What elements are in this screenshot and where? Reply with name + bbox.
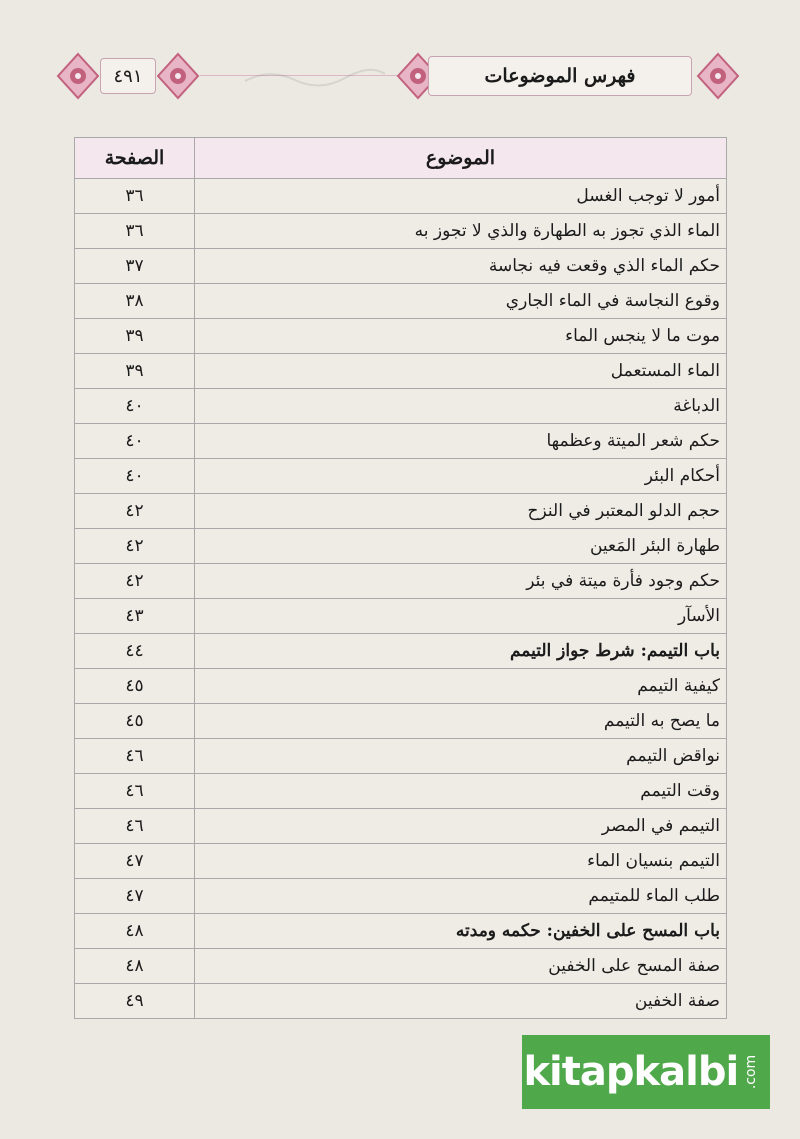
table-row (75, 669, 727, 704)
page-cell: ٤٠ (75, 389, 195, 424)
topic-cell: حكم شعر الميتة وعظمها (195, 424, 727, 459)
topic-cell: التيمم بنسيان الماء (195, 844, 727, 879)
topic-cell: حجم الدلو المعتبر في النزح (195, 494, 727, 529)
topic-cell: طهارة البئر المَعين (195, 529, 727, 564)
table-row (75, 564, 727, 599)
page-cell: ٤٣ (75, 599, 195, 634)
topic-cell: حكم وجود فأرة ميتة في بئر (195, 564, 727, 599)
table-of-contents (74, 137, 727, 1019)
page-cell: ٤٢ (75, 494, 195, 529)
table-row (75, 879, 727, 914)
table-row (75, 844, 727, 879)
page-cell: ٤٥ (75, 704, 195, 739)
topic-cell: طلب الماء للمتيمم (195, 879, 727, 914)
table-row (75, 914, 727, 949)
page-cell: ٤٢ (75, 564, 195, 599)
topic-cell: الماء الذي تجوز به الطهارة والذي لا تجوز به (195, 214, 727, 249)
table-row (75, 284, 727, 319)
page-cell: ٤٨ (75, 949, 195, 984)
table-row (75, 424, 727, 459)
topic-cell: صفة المسح على الخفين (195, 949, 727, 984)
page-cell: ٣٧ (75, 249, 195, 284)
topic-cell: ما يصح به التيمم (195, 704, 727, 739)
table-row (75, 494, 727, 529)
table-row (75, 249, 727, 284)
table-row (75, 529, 727, 564)
table-row (75, 179, 727, 214)
topic-cell: وقت التيمم (195, 774, 727, 809)
page-header (0, 50, 800, 102)
topic-cell: موت ما لا ينجس الماء (195, 319, 727, 354)
page-cell: ٤٢ (75, 529, 195, 564)
table-row (75, 809, 727, 844)
watermark-brand: kitapkalbi (523, 1049, 739, 1095)
table-body (75, 179, 727, 1019)
table-row (75, 389, 727, 424)
page-cell: ٣٦ (75, 179, 195, 214)
topic-cell: أحكام البئر (195, 459, 727, 494)
page-cell: ٣٨ (75, 284, 195, 319)
table-row (75, 599, 727, 634)
table-row (75, 739, 727, 774)
kitapkalbi-watermark-logo (522, 1035, 770, 1109)
table-row (75, 634, 727, 669)
page-cell: ٤٩ (75, 984, 195, 1019)
table-row (75, 704, 727, 739)
page-cell: ٤٠ (75, 424, 195, 459)
column-header-topic: الموضوع (195, 138, 727, 179)
topic-cell: الدباغة (195, 389, 727, 424)
table-row (75, 319, 727, 354)
floral-ornament-icon (154, 50, 202, 102)
page-number: ٤٩١ (100, 58, 156, 94)
topic-cell: صفة الخفين (195, 984, 727, 1019)
topic-cell: كيفية التيمم (195, 669, 727, 704)
topic-cell: نواقض التيمم (195, 739, 727, 774)
faint-calligraphy-ornament (240, 66, 390, 88)
table-row (75, 949, 727, 984)
table-header-row (75, 138, 727, 179)
watermark-tld: .com (743, 1054, 760, 1090)
page-cell: ٤٦ (75, 739, 195, 774)
page-cell: ٤٨ (75, 914, 195, 949)
topic-cell: أمور لا توجب الغسل (195, 179, 727, 214)
topic-cell: الأسآر (195, 599, 727, 634)
column-header-page: الصفحة (75, 138, 195, 179)
table-row (75, 774, 727, 809)
page-cell: ٤٦ (75, 809, 195, 844)
topic-cell: التيمم في المصر (195, 809, 727, 844)
floral-ornament-icon (54, 50, 102, 102)
page-cell: ٤٥ (75, 669, 195, 704)
table-row (75, 214, 727, 249)
topic-cell: الماء المستعمل (195, 354, 727, 389)
topic-cell: باب المسح على الخفين: حكمه ومدته (195, 914, 727, 949)
page-cell: ٤٦ (75, 774, 195, 809)
page-cell: ٣٩ (75, 319, 195, 354)
page-cell: ٤٤ (75, 634, 195, 669)
page-title: فهرس الموضوعات (428, 56, 692, 96)
table-row (75, 459, 727, 494)
topic-cell: باب التيمم: شرط جواز التيمم (195, 634, 727, 669)
page-cell: ٣٦ (75, 214, 195, 249)
table-row (75, 354, 727, 389)
topic-cell: وقوع النجاسة في الماء الجاري (195, 284, 727, 319)
page-cell: ٤٧ (75, 844, 195, 879)
topic-cell: حكم الماء الذي وقعت فيه نجاسة (195, 249, 727, 284)
page-cell: ٤٧ (75, 879, 195, 914)
floral-ornament-icon (694, 50, 742, 102)
table-row (75, 984, 727, 1019)
page-cell: ٣٩ (75, 354, 195, 389)
page-cell: ٤٠ (75, 459, 195, 494)
